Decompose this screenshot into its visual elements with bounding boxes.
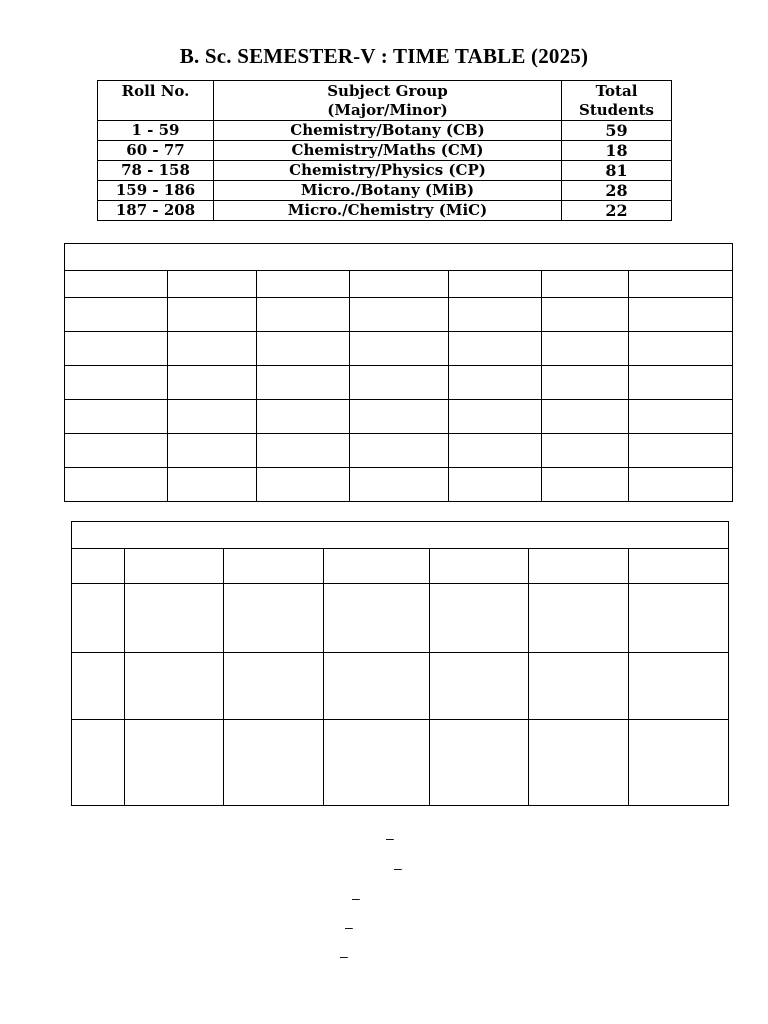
table-row <box>98 181 672 201</box>
subject-group-cell: Micro./Chemistry (MiC) <box>214 201 562 221</box>
grid-row <box>65 298 733 332</box>
grid-cell <box>125 549 224 584</box>
grid-cell <box>350 271 449 298</box>
grid-cell <box>224 549 324 584</box>
grid-cell <box>542 400 629 434</box>
grid-cell <box>350 366 449 400</box>
table-row <box>98 161 672 181</box>
grid-cell <box>542 332 629 366</box>
grid-cell <box>324 549 430 584</box>
subject-group-table <box>97 80 672 221</box>
subject-group-header-line2: (Major/Minor) <box>327 101 448 119</box>
grid-cell <box>72 720 125 806</box>
total-students-cell: 22 <box>562 201 672 221</box>
total-students-cell: 18 <box>562 141 672 161</box>
grid-cell <box>324 653 430 720</box>
grid-caption-row <box>72 522 729 549</box>
grid-cell <box>542 298 629 332</box>
grid-row <box>65 366 733 400</box>
grid-cell <box>350 468 449 502</box>
grid-cell <box>324 720 430 806</box>
grid-row <box>72 584 729 653</box>
grid-cell <box>542 468 629 502</box>
grid-cell <box>629 468 733 502</box>
grid-header-row <box>72 549 729 584</box>
grid-cell <box>542 434 629 468</box>
grid-cell <box>257 434 350 468</box>
grid-caption-cell <box>65 244 733 271</box>
dash-mark: – <box>386 830 394 846</box>
subject-group-cell: Chemistry/Botany (CB) <box>214 121 562 141</box>
grid-cell <box>430 584 529 653</box>
grid-cell <box>168 332 257 366</box>
timetable-grid-upper <box>64 243 733 502</box>
dash-mark: – <box>394 860 402 876</box>
grid-cell <box>257 400 350 434</box>
grid-cell <box>168 298 257 332</box>
grid-cell <box>65 434 168 468</box>
grid-row <box>72 653 729 720</box>
grid-cell <box>449 298 542 332</box>
grid-cell <box>449 400 542 434</box>
grid-cell <box>168 366 257 400</box>
grid-cell <box>449 332 542 366</box>
grid-cell <box>629 298 733 332</box>
grid-cell <box>529 584 629 653</box>
grid-cell <box>350 332 449 366</box>
timetable-grid-lower <box>71 521 729 806</box>
grid-cell <box>168 271 257 298</box>
grid-cell <box>629 584 729 653</box>
grid-cell <box>629 400 733 434</box>
roll-range-cell: 78 - 158 <box>98 161 214 181</box>
total-students-header-line2: Students <box>579 101 654 119</box>
grid-cell <box>65 468 168 502</box>
grid-cell <box>529 549 629 584</box>
grid-cell <box>224 653 324 720</box>
grid-cell <box>430 653 529 720</box>
grid-cell <box>168 400 257 434</box>
subject-group-cell: Micro./Botany (MiB) <box>214 181 562 201</box>
grid-cell <box>125 584 224 653</box>
grid-cell <box>72 549 125 584</box>
grid-cell <box>257 468 350 502</box>
page-title: B. Sc. SEMESTER-V : TIME TABLE (2025) <box>179 44 589 68</box>
grid-cell <box>324 584 430 653</box>
grid-cell <box>65 366 168 400</box>
subject-group-header <box>214 81 562 121</box>
roll-no-header <box>98 81 214 121</box>
grid-cell <box>629 332 733 366</box>
grid-cell <box>65 298 168 332</box>
roll-range-cell: 60 - 77 <box>98 141 214 161</box>
grid-cell <box>224 720 324 806</box>
grid-cell <box>449 468 542 502</box>
subject-group-header-line1: Subject Group <box>327 82 448 100</box>
grid-cell <box>257 366 350 400</box>
grid-row <box>72 720 729 806</box>
subject-group-cell: Chemistry/Physics (CP) <box>214 161 562 181</box>
grid-row <box>65 400 733 434</box>
grid-cell <box>350 400 449 434</box>
grid-row <box>65 468 733 502</box>
grid-caption-cell <box>72 522 729 549</box>
total-students-header-line1: Total <box>595 82 638 100</box>
subject-group-header-row <box>98 81 672 121</box>
grid-cell <box>529 653 629 720</box>
grid-cell <box>449 434 542 468</box>
grid-cell <box>257 332 350 366</box>
grid-row <box>65 434 733 468</box>
grid-cell <box>257 271 350 298</box>
grid-cell <box>629 549 729 584</box>
grid-cell <box>629 366 733 400</box>
grid-cell <box>125 653 224 720</box>
roll-range-cell: 159 - 186 <box>98 181 214 201</box>
grid-cell <box>449 366 542 400</box>
grid-cell <box>168 434 257 468</box>
table-row <box>98 121 672 141</box>
grid-cell <box>65 271 168 298</box>
grid-cell <box>430 549 529 584</box>
grid-cell <box>542 271 629 298</box>
grid-cell <box>72 653 125 720</box>
grid-cell <box>350 298 449 332</box>
grid-caption-row <box>65 244 733 271</box>
roll-range-cell: 1 - 59 <box>98 121 214 141</box>
grid-cell <box>629 653 729 720</box>
grid-cell <box>629 271 733 298</box>
grid-cell <box>65 332 168 366</box>
grid-cell <box>125 720 224 806</box>
grid-cell <box>449 271 542 298</box>
grid-cell <box>168 468 257 502</box>
grid-cell <box>542 366 629 400</box>
grid-cell <box>430 720 529 806</box>
grid-cell <box>65 400 168 434</box>
grid-cell <box>629 434 733 468</box>
subject-group-cell: Chemistry/Maths (CM) <box>214 141 562 161</box>
grid-row <box>65 332 733 366</box>
grid-cell <box>529 720 629 806</box>
grid-header-row <box>65 271 733 298</box>
dash-mark: – <box>345 919 353 935</box>
roll-range-cell: 187 - 208 <box>98 201 214 221</box>
table-row <box>98 201 672 221</box>
total-students-cell: 59 <box>562 121 672 141</box>
grid-cell <box>257 298 350 332</box>
dash-mark: – <box>352 890 360 906</box>
total-students-cell: 81 <box>562 161 672 181</box>
grid-cell <box>350 434 449 468</box>
table-row <box>98 141 672 161</box>
total-students-cell: 28 <box>562 181 672 201</box>
grid-cell <box>72 584 125 653</box>
grid-cell <box>224 584 324 653</box>
roll-no-header-label: Roll No. <box>121 82 190 100</box>
dash-mark: – <box>340 948 348 964</box>
total-students-header <box>562 81 672 121</box>
grid-cell <box>629 720 729 806</box>
